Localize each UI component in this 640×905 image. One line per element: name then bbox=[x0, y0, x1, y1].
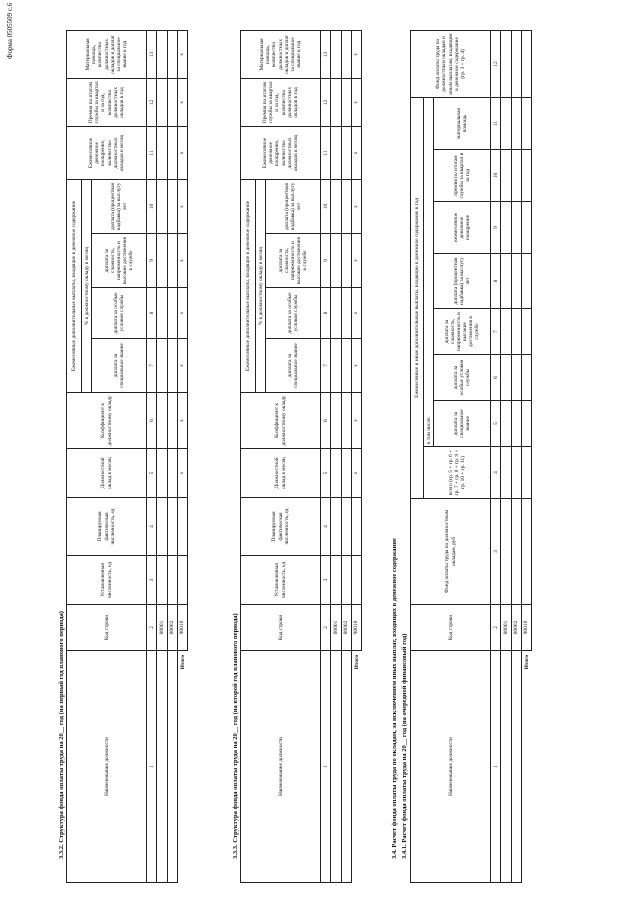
cell[interactable] bbox=[331, 126, 341, 179]
cell[interactable] bbox=[167, 78, 177, 126]
col-num: 6 bbox=[491, 355, 501, 401]
table-row bbox=[501, 30, 511, 882]
col-header-seniority: доплата (процентная надбавка) за выслугу лет bbox=[92, 179, 147, 233]
col-num: 3 bbox=[321, 556, 331, 605]
cell[interactable] bbox=[331, 556, 341, 605]
cell-x: х bbox=[177, 393, 187, 449]
cell[interactable] bbox=[501, 499, 511, 605]
col-header-material-aid: материальная помощь bbox=[434, 97, 491, 149]
col-num: 1 bbox=[147, 651, 157, 883]
col-num: 6 bbox=[321, 393, 331, 449]
table-row bbox=[341, 30, 351, 882]
cell[interactable] bbox=[157, 126, 167, 179]
section-subtitle-3-4-1: 3.4.1. Расчет фонда оплаты труда на 20__ год (на очередной финансовый год) bbox=[401, 633, 408, 859]
cell[interactable] bbox=[351, 556, 361, 605]
cell-x: х bbox=[177, 449, 187, 498]
column-numbers-row bbox=[147, 30, 157, 882]
cell[interactable] bbox=[167, 393, 177, 449]
cell-x: х bbox=[351, 449, 361, 498]
cell[interactable] bbox=[167, 288, 177, 339]
table-row bbox=[511, 30, 521, 882]
col-num: 1 bbox=[491, 651, 501, 883]
cell-x: х bbox=[177, 78, 187, 126]
cell[interactable] bbox=[331, 78, 341, 126]
cell-code: 00002 bbox=[511, 605, 521, 651]
col-num: 10 bbox=[321, 179, 331, 233]
cell[interactable] bbox=[501, 202, 511, 254]
cell-x: х bbox=[177, 30, 187, 78]
cell[interactable] bbox=[167, 449, 177, 498]
col-header-special-rank: доплата за специальное звание bbox=[266, 339, 321, 393]
col-header-position: Наименование должности bbox=[411, 651, 491, 883]
cell[interactable] bbox=[157, 498, 167, 556]
total-row bbox=[351, 30, 361, 882]
col-header-special-conditions: доплата за особые условия службы bbox=[266, 288, 321, 339]
cell[interactable] bbox=[511, 97, 521, 149]
cell[interactable] bbox=[341, 288, 351, 339]
cell[interactable] bbox=[341, 30, 351, 78]
cell[interactable] bbox=[521, 97, 531, 149]
total-label: Итого bbox=[179, 655, 186, 670]
cell-position[interactable] bbox=[341, 651, 351, 883]
col-header-bonus-quarterly: Премия по итогам службы за квартал и за год, количество должностных окладов в год bbox=[241, 78, 321, 126]
cell-x: х bbox=[351, 288, 361, 339]
col-num: 11 bbox=[321, 126, 331, 179]
col-header-special-rank: доплата за специальное звание bbox=[92, 339, 147, 393]
col-subgroup-percent: % к должностному окладу в месяц bbox=[82, 179, 92, 392]
wage-fund-calc-table bbox=[410, 30, 532, 883]
col-subgroup-percent: % к должностному окладу в месяц bbox=[256, 179, 266, 392]
col-header-bonus-monthly: Ежемесячное денежное поощрение, количество должностных окладов в месяц bbox=[241, 126, 321, 179]
col-group-extra-payments: Ежемесячные и иные дополнительные выплаты, входящие в денежное содержание в год bbox=[411, 97, 424, 498]
cell-code: 00001 bbox=[331, 605, 341, 651]
total-code: 90010 bbox=[521, 605, 531, 651]
col-num: 7 bbox=[491, 309, 501, 355]
col-header-complexity: доплата за сложность, напряженность и высокие достижения в службе bbox=[434, 309, 491, 355]
col-header-special-conditions: доплата за особые условия службы bbox=[434, 355, 491, 401]
col-num: 10 bbox=[491, 150, 501, 202]
cell[interactable] bbox=[341, 126, 351, 179]
wage-structure-table-2 bbox=[240, 30, 362, 883]
cell[interactable] bbox=[157, 179, 167, 233]
cell[interactable] bbox=[501, 447, 511, 499]
cell[interactable] bbox=[511, 30, 521, 97]
cell-position[interactable] bbox=[167, 651, 177, 883]
cell[interactable] bbox=[167, 556, 177, 605]
cell[interactable] bbox=[511, 150, 521, 202]
cell[interactable] bbox=[157, 556, 167, 605]
cell[interactable] bbox=[511, 447, 521, 499]
col-header-code: Код строки bbox=[67, 605, 147, 651]
cell-x: х bbox=[177, 288, 187, 339]
col-num: 8 bbox=[321, 288, 331, 339]
col-header-coefficient: Коэффициент к должностному окладу bbox=[67, 393, 147, 449]
cell[interactable] bbox=[167, 498, 177, 556]
cell-x: х bbox=[177, 179, 187, 233]
col-num: 2 bbox=[147, 605, 157, 651]
cell[interactable] bbox=[501, 254, 511, 309]
col-header-material-aid: Материальная помощь, количество должностных окладов и доплат за специальное звание в год bbox=[67, 30, 147, 78]
col-num: 9 bbox=[321, 234, 331, 288]
form-number: Форма 0505509 с.6 bbox=[6, 2, 14, 59]
col-num: 7 bbox=[321, 339, 331, 393]
col-num: 10 bbox=[147, 179, 157, 233]
cell[interactable] bbox=[341, 234, 351, 288]
total-code: 90010 bbox=[177, 605, 187, 651]
cell[interactable] bbox=[157, 449, 167, 498]
cell[interactable] bbox=[331, 393, 341, 449]
cell[interactable] bbox=[521, 202, 531, 254]
col-header-salary: Должностной оклад в месяц bbox=[67, 449, 147, 498]
col-num: 12 bbox=[491, 30, 501, 97]
cell-position[interactable] bbox=[331, 651, 341, 883]
col-header-total: всего (гр. 5 + гр. 6 + гр. 7 + гр. 8 + гр. 9 + гр. 10 + гр. 11) bbox=[424, 447, 491, 499]
cell[interactable] bbox=[177, 498, 187, 556]
col-num: 4 bbox=[147, 498, 157, 556]
cell-x: х bbox=[177, 339, 187, 393]
cell[interactable] bbox=[341, 393, 351, 449]
cell[interactable] bbox=[521, 309, 531, 355]
cell[interactable] bbox=[511, 499, 521, 605]
cell-x: х bbox=[351, 339, 361, 393]
cell-position[interactable] bbox=[511, 651, 521, 883]
col-header-bonus-monthly: Ежемесячное денежное поощрение, количество должностных окладов в месяц bbox=[67, 126, 147, 179]
total-row bbox=[177, 30, 187, 882]
col-header-planned: Планируемая фактическая численность, ед bbox=[241, 498, 321, 556]
cell[interactable] bbox=[501, 401, 511, 447]
cell[interactable] bbox=[511, 202, 521, 254]
col-num: 4 bbox=[491, 447, 501, 499]
cell[interactable] bbox=[331, 179, 341, 233]
table-row bbox=[331, 30, 341, 882]
cell[interactable] bbox=[521, 355, 531, 401]
cell-position[interactable] bbox=[157, 651, 167, 883]
cell-x: х bbox=[351, 78, 361, 126]
cell[interactable] bbox=[521, 499, 531, 605]
cell-x: х bbox=[177, 126, 187, 179]
cell[interactable] bbox=[167, 126, 177, 179]
cell[interactable] bbox=[521, 447, 531, 499]
cell-x: х bbox=[351, 126, 361, 179]
cell-x: х bbox=[351, 30, 361, 78]
col-header-established: Установленная численность, ед bbox=[241, 556, 321, 605]
cell[interactable] bbox=[501, 309, 511, 355]
cell[interactable] bbox=[167, 234, 177, 288]
col-num: 11 bbox=[147, 126, 157, 179]
wage-structure-table-1 bbox=[66, 30, 188, 883]
col-num: 2 bbox=[321, 605, 331, 651]
cell[interactable] bbox=[167, 339, 177, 393]
cell-code: 00002 bbox=[167, 605, 177, 651]
cell[interactable] bbox=[157, 288, 167, 339]
col-subgroup-including: в том числе: bbox=[424, 97, 434, 446]
total-label: Итого bbox=[523, 655, 530, 670]
cell[interactable] bbox=[331, 30, 341, 78]
col-num: 13 bbox=[147, 30, 157, 78]
total-row bbox=[521, 30, 531, 882]
col-num: 6 bbox=[147, 393, 157, 449]
col-num: 13 bbox=[321, 30, 331, 78]
total-code: 90010 bbox=[351, 605, 361, 651]
col-header-position: Наименование должности bbox=[241, 651, 321, 883]
column-numbers-row bbox=[321, 30, 331, 882]
col-header-salary: Должностной оклад в месяц bbox=[241, 449, 321, 498]
col-num: 11 bbox=[491, 97, 501, 149]
cell-code: 00001 bbox=[501, 605, 511, 651]
cell[interactable] bbox=[501, 97, 511, 149]
col-num: 9 bbox=[147, 234, 157, 288]
col-group-monthly-extra: Ежемесячные дополнительные выплаты, входящие в денежное содержание bbox=[67, 179, 82, 392]
cell[interactable] bbox=[341, 498, 351, 556]
cell[interactable] bbox=[521, 30, 531, 97]
total-label: Итого bbox=[353, 655, 360, 670]
col-num: 1 bbox=[321, 651, 331, 883]
col-header-planned: Планируемая фактическая численность, ед bbox=[67, 498, 147, 556]
section-title-3-4: 3.4. Расчет фонда оплаты труда по окладам, за исключением иных выплат, входящих в денежное содержание bbox=[391, 538, 398, 859]
col-num: 5 bbox=[321, 449, 331, 498]
col-header-code: Код строки bbox=[241, 605, 321, 651]
col-num: 5 bbox=[147, 449, 157, 498]
cell-x: х bbox=[177, 234, 187, 288]
col-header-material-aid: Материальная помощь, количество должностных окладов и доплат за специальное звание в год bbox=[241, 30, 321, 78]
section-title-3-3-3: 3.3.3. Структура фонда оплаты труда на 20__ год (на второй год планового периода) bbox=[232, 613, 239, 859]
cell-x: х bbox=[351, 393, 361, 449]
col-header-seniority: доплата (процентная надбавка) за выслугу лет bbox=[434, 254, 491, 309]
col-num: 4 bbox=[321, 498, 331, 556]
cell-x: х bbox=[351, 234, 361, 288]
cell[interactable] bbox=[501, 150, 511, 202]
cell[interactable] bbox=[521, 254, 531, 309]
col-num: 2 bbox=[491, 605, 501, 651]
col-header-total-fund: Фонд оплаты труда по должностным окладам и иным выплатам, входящим в денежное содержание (гр. 3 + гр. 4) bbox=[411, 30, 491, 97]
cell[interactable] bbox=[511, 401, 521, 447]
column-numbers-row bbox=[491, 30, 501, 882]
cell[interactable] bbox=[501, 30, 511, 97]
col-header-coefficient: Коэффициент к должностному окладу bbox=[241, 393, 321, 449]
cell[interactable] bbox=[511, 309, 521, 355]
col-header-bonus-quarterly: Премия по итогам службы за квартал и за год, количество должностных окладов в год bbox=[67, 78, 147, 126]
col-header-complexity: доплата за сложность, напряженность и высокие достижения в службе bbox=[266, 234, 321, 288]
col-num: 5 bbox=[491, 401, 501, 447]
col-header-fund-salaries: Фонд оплаты труда по должностным окладам, руб bbox=[411, 499, 491, 605]
cell[interactable] bbox=[341, 78, 351, 126]
cell[interactable] bbox=[511, 254, 521, 309]
table-row bbox=[157, 30, 167, 882]
cell[interactable] bbox=[157, 30, 167, 78]
col-num: 12 bbox=[147, 78, 157, 126]
col-header-special-rank: доплата за специальное звание bbox=[434, 401, 491, 447]
cell-code: 00001 bbox=[157, 605, 167, 651]
cell[interactable] bbox=[157, 393, 167, 449]
col-header-complexity: доплата за сложность, напряженность и высокие достижения в службе bbox=[92, 234, 147, 288]
cell[interactable] bbox=[331, 339, 341, 393]
col-num: 12 bbox=[321, 78, 331, 126]
col-header-code: Код строки bbox=[411, 605, 491, 651]
cell[interactable] bbox=[341, 179, 351, 233]
cell[interactable] bbox=[167, 30, 177, 78]
cell[interactable] bbox=[501, 355, 511, 401]
section-title-3-3-2: 3.3.2. Структура фонда оплаты труда на 20__ год (на первый год планового периода) bbox=[58, 611, 65, 859]
cell[interactable] bbox=[511, 355, 521, 401]
cell-position[interactable] bbox=[501, 651, 511, 883]
col-header-monthly-bonus: ежемесячное денежное поощрение bbox=[434, 202, 491, 254]
cell[interactable] bbox=[331, 449, 341, 498]
cell[interactable] bbox=[521, 401, 531, 447]
cell[interactable] bbox=[351, 498, 361, 556]
cell[interactable] bbox=[167, 179, 177, 233]
cell-x: х bbox=[351, 179, 361, 233]
col-num: 3 bbox=[147, 556, 157, 605]
col-header-position: Наименование должности bbox=[67, 651, 147, 883]
table-row bbox=[167, 30, 177, 882]
col-num: 7 bbox=[147, 339, 157, 393]
col-header-established: Установленная численность, ед bbox=[67, 556, 147, 605]
cell[interactable] bbox=[331, 288, 341, 339]
col-num: 3 bbox=[491, 499, 501, 605]
cell[interactable] bbox=[341, 449, 351, 498]
cell[interactable] bbox=[177, 556, 187, 605]
col-header-special-conditions: доплата за особые условия службы bbox=[92, 288, 147, 339]
col-header-quarterly-bonus: премия по итогам службы за квартал и за год bbox=[434, 150, 491, 202]
col-num: 8 bbox=[491, 254, 501, 309]
cell[interactable] bbox=[341, 556, 351, 605]
cell[interactable] bbox=[331, 234, 341, 288]
cell[interactable] bbox=[341, 339, 351, 393]
col-header-seniority: доплата (процентная надбавка) за выслугу лет bbox=[266, 179, 321, 233]
cell[interactable] bbox=[157, 339, 167, 393]
cell[interactable] bbox=[521, 150, 531, 202]
cell[interactable] bbox=[157, 234, 167, 288]
cell-code: 00002 bbox=[341, 605, 351, 651]
col-group-monthly-extra: Ежемесячные дополнительные выплаты, входящие в денежное содержание bbox=[241, 179, 256, 392]
cell[interactable] bbox=[331, 498, 341, 556]
cell[interactable] bbox=[157, 78, 167, 126]
col-num: 9 bbox=[491, 202, 501, 254]
col-num: 8 bbox=[147, 288, 157, 339]
